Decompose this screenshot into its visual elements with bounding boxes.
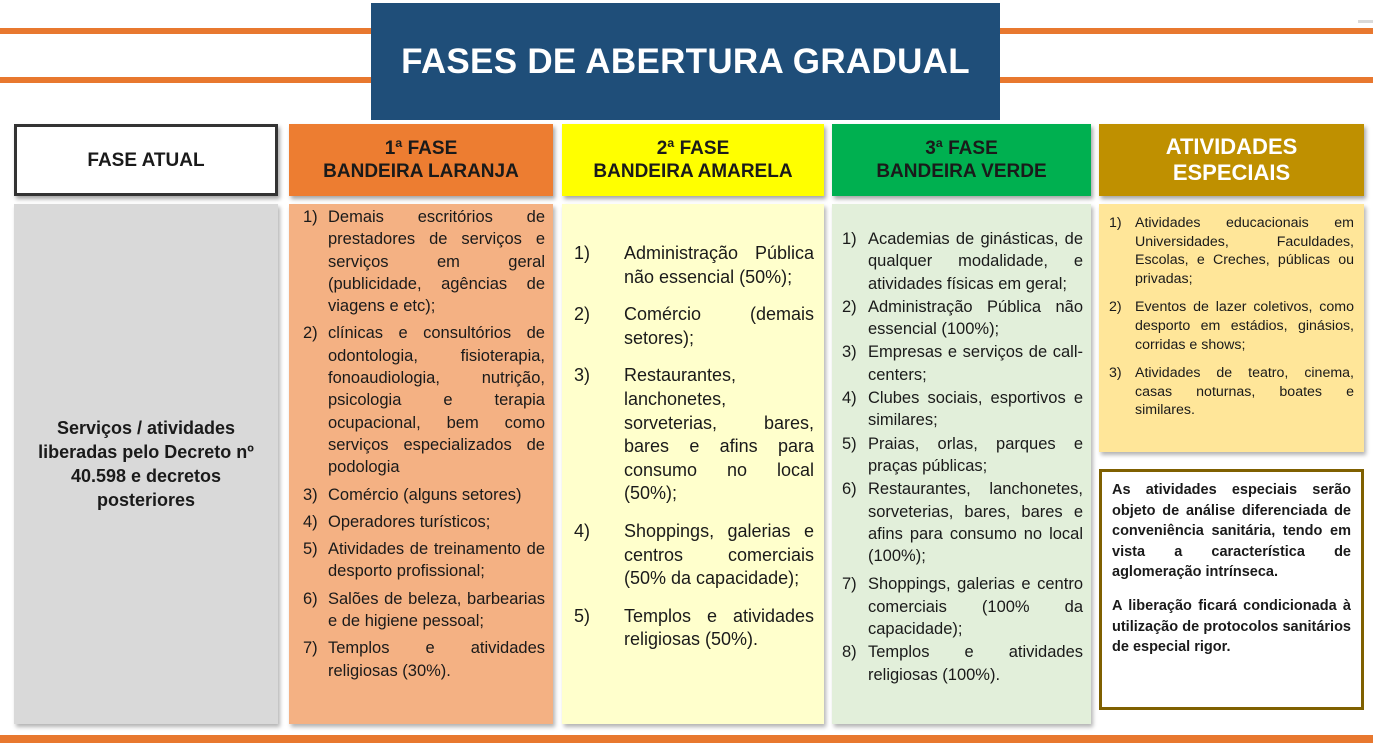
list-item (842, 641, 1083, 686)
header-verde-line2: BANDEIRA VERDE (876, 161, 1047, 182)
header-fase-amarela (562, 124, 824, 196)
item-number: 2) (574, 304, 591, 325)
list-item (303, 322, 545, 478)
item-number: 2) (842, 297, 857, 316)
item-number: 6) (842, 480, 857, 499)
list-item (842, 228, 1083, 295)
item-text: Shoppings, galerias e centros comerciais (50% da capacidade); (624, 520, 814, 589)
list-item (574, 364, 814, 506)
header-especiais-line2: ESPECIAIS (1172, 160, 1291, 185)
list-item (842, 573, 1083, 640)
item-number: 5) (574, 605, 591, 626)
header-especiais-line1: ATIVIDADES (1165, 134, 1298, 159)
item-number: 3) (574, 365, 591, 386)
header-laranja-line2: BANDEIRA LARANJA (323, 161, 519, 182)
item-number: 6) (303, 589, 318, 608)
item-number: 3) (842, 343, 857, 362)
list-item (842, 387, 1083, 432)
item-text: Operadores turísticos; (328, 512, 491, 531)
list-item (842, 341, 1083, 386)
item-number: 4) (303, 512, 318, 531)
item-text: Academias de ginásticas, de qualquer modalidade, e atividades físicas em geral; (868, 230, 1083, 293)
item-text: Clubes sociais, esportivos e similares; (868, 389, 1083, 430)
list-item (1109, 214, 1354, 288)
list-item (303, 538, 545, 583)
item-text: Templos e atividades religiosas (100%). (868, 643, 1083, 684)
list-item (574, 520, 814, 591)
list-item (303, 511, 545, 533)
item-text: Comércio (demais setores); (624, 304, 814, 348)
item-text: Atividades educacionais em Universidades, Faculdades, Escolas, e Creches, públicas ou privadas; (1135, 215, 1354, 287)
item-text: Praias, orlas, parques e praças públicas; (868, 434, 1083, 475)
list-item (842, 296, 1083, 341)
list-item (303, 637, 545, 682)
column-fase-atual (14, 204, 278, 724)
item-text: Administração Pública não essencial (100%); (868, 297, 1083, 339)
item-number: 8) (842, 643, 857, 662)
header-fase-verde (832, 124, 1091, 196)
item-number: 1) (1109, 215, 1122, 231)
top-stripe-left-1 (0, 28, 371, 34)
list-item (574, 605, 814, 652)
item-number: 4) (574, 520, 591, 541)
especiais-note (1099, 469, 1364, 710)
list-item (842, 478, 1083, 567)
item-text: Comércio (alguns setores) (328, 485, 522, 504)
item-text: Templos e atividades religiosas (50%). (624, 605, 814, 650)
header-verde-line1: 3ª FASE (925, 138, 998, 159)
column-verde (832, 204, 1091, 724)
item-text: Eventos de lazer coletivos, como desporto em estádios, ginásios, corridas e shows; (1135, 299, 1354, 353)
laranja-list (303, 206, 545, 682)
column-amarela (562, 204, 824, 724)
item-number: 2) (1109, 299, 1122, 316)
header-fase-atual (14, 124, 278, 196)
especiais-list (1109, 214, 1354, 420)
item-text: Empresas e serviços de call-centers; (868, 343, 1083, 384)
item-text: clínicas e consultórios de odontologia, fisioterapia, fonoaudiologia, nutrição, psicologia e terapia ocupacional, bem como serviços especializados de podologia (328, 324, 545, 477)
item-text: Atividades de treinamento de desporto profissional; (328, 540, 545, 581)
item-number: 7) (842, 575, 857, 594)
item-number: 1) (842, 230, 857, 248)
header-atividades-especiais (1099, 124, 1364, 196)
item-text: Salões de beleza, barbearias e de higiene pessoal; (328, 589, 545, 631)
item-number: 4) (842, 389, 857, 408)
item-number: 5) (303, 540, 318, 559)
list-item (1109, 298, 1354, 354)
top-stripe-right-1 (1000, 28, 1373, 34)
column-especiais (1099, 204, 1364, 452)
item-text: Demais escritórios de prestadores de serviços e serviços em geral (publicidade, agências de viagens e etc); (328, 208, 545, 316)
header-amarela-line1: 2ª FASE (656, 138, 730, 159)
list-item (574, 242, 814, 289)
top-stripe-right-2 (1000, 77, 1373, 83)
header-fase-atual-label: FASE ATUAL (87, 149, 205, 171)
header-laranja-line1: 1ª FASE (384, 138, 458, 159)
list-item (1109, 364, 1354, 420)
list-item (303, 588, 545, 633)
item-number: 1) (574, 243, 591, 263)
page-title: FASES DE ABERTURA GRADUAL (371, 3, 1000, 120)
item-number: 7) (303, 639, 318, 658)
amarela-list (574, 242, 814, 652)
list-item (303, 484, 545, 506)
note-paragraph-1: As atividades especiais serão objeto de análise diferenciada de conveniência sanitária, tendo em vista a característica de aglomeração intrínseca. (1112, 482, 1351, 581)
item-text: Templos e atividades religiosas (30%). (328, 639, 545, 680)
item-number: 1) (303, 208, 318, 226)
list-item (842, 433, 1083, 478)
right-edge-stripe (1358, 20, 1373, 23)
item-text: Restaurantes, lanchonetes, sorveterias, bares, bares e afins para consumo no local (50%); (624, 365, 814, 504)
item-text: Shoppings, galerias e centro comerciais (100% da capacidade); (868, 575, 1083, 639)
note-paragraph-2: A liberação ficará condicionada à utilização de protocolos sanitários de especial rigor. (1112, 597, 1351, 656)
item-number: 2) (303, 324, 318, 343)
header-fase-laranja (289, 124, 553, 196)
bottom-stripe (0, 735, 1373, 743)
column-laranja (289, 204, 553, 724)
item-number: 5) (842, 434, 857, 453)
list-item (574, 303, 814, 350)
item-text: Atividades de teatro, cinema, casas noturnas, boates e similares. (1135, 365, 1354, 419)
item-number: 3) (303, 485, 318, 504)
top-stripe-left-2 (0, 77, 371, 83)
item-text: Administração Pública não essencial (50%); (624, 243, 814, 287)
fase-atual-text: Serviços / atividades liberadas pelo Decreto nº 40.598 e decretos posteriores (38, 418, 254, 510)
header-amarela-line2: BANDEIRA AMARELA (593, 161, 793, 182)
verde-list (842, 228, 1083, 686)
item-text: Restaurantes, lanchonetes, sorveterias, bares, bares e afins para consumo no local (100%); (868, 480, 1083, 566)
item-number: 3) (1109, 365, 1122, 382)
list-item (303, 206, 545, 317)
